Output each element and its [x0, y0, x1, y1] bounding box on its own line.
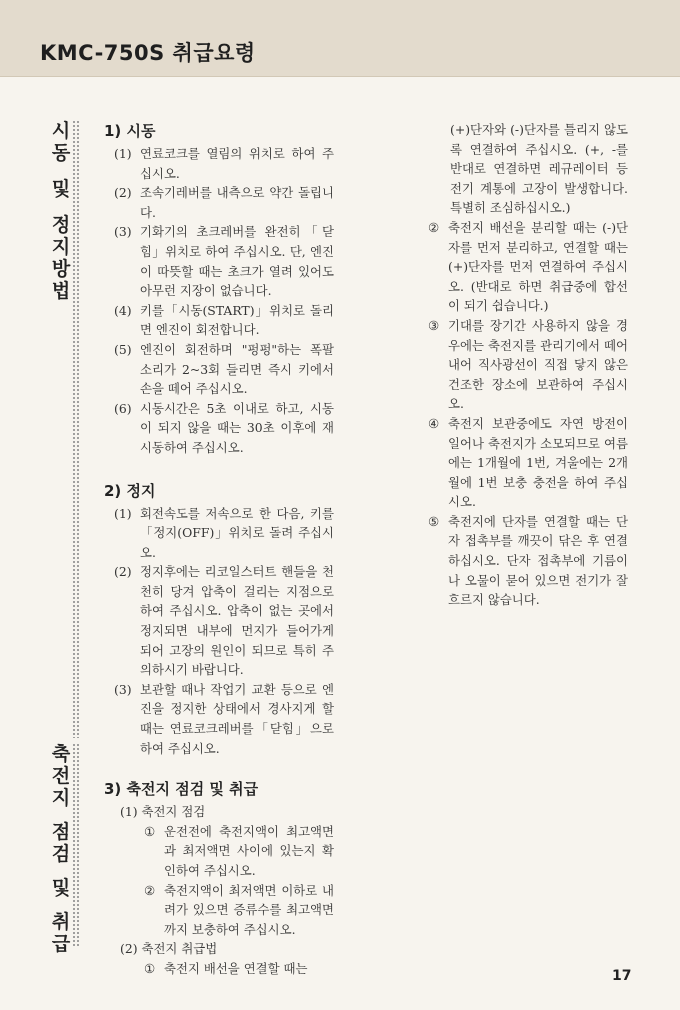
list-item: [428, 414, 628, 512]
side-label-char: 취: [51, 911, 71, 933]
side-dots-bottom: [72, 743, 80, 948]
item-number: (5): [114, 341, 132, 357]
list-item: [114, 144, 334, 183]
page-number: 17: [612, 968, 632, 984]
list-item: [144, 881, 334, 940]
list-item: [114, 183, 334, 222]
item-text: 시동시간은 5초 이내로 하고, 시동이 되지 않을 때는 30초 이후에 재시동하여 주십시오.: [140, 400, 334, 455]
item-text: 회전속도를 저속으로 한 다음, 키를「정지(OFF)」위치로 돌려 주십시오.: [140, 505, 334, 560]
item-number: ⑤: [428, 513, 440, 529]
item-text: 축전지 보관중에도 자연 방전이 일어나 축전지가 소모되므로 여름에는 1개월에 1번, 겨울에는 2개월에 1번 보충 충전을 하여 주십시오.: [448, 415, 628, 510]
item-text: 보관할 때나 작업기 교환 등으로 엔진을 정지한 상태에서 경사지게 할 때는 연료코크레버를「닫힘」으로 하여 주십시오.: [140, 681, 334, 756]
item-text: 기대를 장기간 사용하지 않을 경우에는 축전지를 관리기에서 떼어내어 직사광선이 직접 닿지 않은 건조한 장소에 보관하여 주십시오.: [448, 317, 628, 412]
list-item: [114, 399, 334, 458]
item-text: 축전지 배선을 연결할 때는: [164, 960, 308, 976]
side-label-char: 급: [51, 933, 71, 955]
item-text: 축전지에 단자를 연결할 때는 단자 접촉부를 깨끗이 닦은 후 연결하십시오. 단자 접촉부에 기름이나 오물이 묻어 있으면 전기가 잘 흐르지 않습니다.: [448, 513, 628, 608]
list-item: [428, 218, 628, 316]
item-text: 연료코크를 열림의 위치로 하여 주십시오.: [140, 146, 334, 181]
item-text: 운전전에 축전지액이 최고액면과 최저액면 사이에 있는지 확인하여 주십시오.: [164, 823, 334, 878]
item-text: 키를「시동(START)」위치로 돌리면 엔진이 회전합니다.: [140, 302, 334, 338]
section-title-battery: 3) 축전지 점검 및 취급: [104, 780, 259, 799]
item-number: (4): [114, 302, 132, 318]
side-label-char: 지: [51, 236, 71, 258]
list-item: [114, 301, 334, 340]
item-number: (3): [114, 681, 132, 697]
side-label-char: 동: [51, 142, 71, 164]
section-title-stop: 2) 정지: [104, 481, 156, 500]
right-column: [428, 120, 628, 610]
right-intro: [428, 120, 628, 218]
side-label-char: 방: [51, 258, 71, 280]
item-number: ②: [144, 882, 156, 898]
item-text: 조속기레버를 내측으로 약간 돌립니다.: [140, 185, 334, 220]
side-label-char: 점: [51, 821, 71, 843]
item-number: (2): [114, 564, 132, 580]
right-items: [428, 218, 628, 610]
page-header: [0, 0, 680, 77]
battery-handling-item-1: [144, 959, 334, 979]
side-label-char: 법: [51, 280, 71, 302]
item-number: (6): [114, 400, 132, 416]
item-number: (1): [114, 505, 132, 521]
side-label-char: 지: [51, 787, 71, 809]
list-item: [114, 340, 334, 399]
item-text: 축전지액이 최저액면 이하로 내려가 있으면 증류수를 최고액면까지 보충하여 주십시오.: [164, 882, 334, 937]
battery-handling-title: (2) 축전지 취급법: [120, 941, 218, 957]
item-text: (+)단자와 (-)단자를 틀리지 않도록 연결하여 주십시오. (+, -를 반대로 연결하면 레규레이터 등 전기 계통에 고장이 발생합니다. 특별히 조심하십시오.): [450, 122, 628, 216]
stop-items: [104, 504, 334, 759]
list-item: [428, 512, 628, 610]
item-number: (2): [114, 185, 132, 201]
side-label-char: 검: [51, 843, 71, 865]
side-label-char: 정: [51, 214, 71, 236]
side-dots-top: [72, 120, 80, 738]
item-number: ④: [428, 415, 440, 431]
side-label-char: 및: [51, 178, 71, 200]
list-item: [114, 504, 334, 563]
item-number: ①: [144, 960, 156, 976]
item-text: 엔진이 회전하며 "펑펑"하는 폭팔 소리가 2~3회 들리면 즉시 키에서 손을 떼어 주십시오.: [140, 341, 334, 397]
item-number: ①: [144, 823, 156, 839]
page-title: KMC-750S 취급요령: [40, 41, 256, 65]
item-text: 축전지 배선을 분리할 때는 (-)단자를 먼저 분리하고, 연결할 때는 (+)단자를 먼저 연결하여 주십시오. (반대로 하면 취급중에 합선이 되기 쉽습니다.): [448, 219, 628, 314]
item-number: ③: [428, 317, 440, 333]
start-items: [104, 144, 334, 458]
list-item: [428, 316, 628, 414]
left-column: [104, 120, 334, 979]
list-item: [114, 222, 334, 300]
battery-check-items: [104, 822, 334, 940]
item-number: (1): [114, 146, 132, 161]
side-label-char: 축: [51, 743, 71, 765]
side-label-char: 전: [51, 765, 71, 787]
item-number: ②: [428, 219, 440, 235]
item-number: (3): [114, 224, 132, 240]
item-text: 정지후에는 리코일스터트 핸들을 천천히 당겨 압축이 걸리는 지점으로 하여 주십시오. 압축이 없는 곳에서 정지되면 내부에 먼지가 들어가게 되어 고장의 원인이 되므로 특히 주의하시기 바랍니다.: [140, 564, 334, 678]
side-label-char: 및: [51, 877, 71, 899]
section-title-start: 1) 시동: [104, 122, 156, 140]
side-label-char: 시: [51, 120, 71, 142]
battery-check-title: (1) 축전지 점검: [120, 804, 206, 820]
item-text: 기화기의 초크레버를 완전히「닫힘」위치로 하여 주십시오. 단, 엔진이 따뜻할 때는 초크가 열려 있어도 아무런 지장이 없습니다.: [140, 224, 334, 299]
list-item: [114, 680, 334, 758]
list-item: [144, 822, 334, 881]
list-item: [114, 562, 334, 680]
